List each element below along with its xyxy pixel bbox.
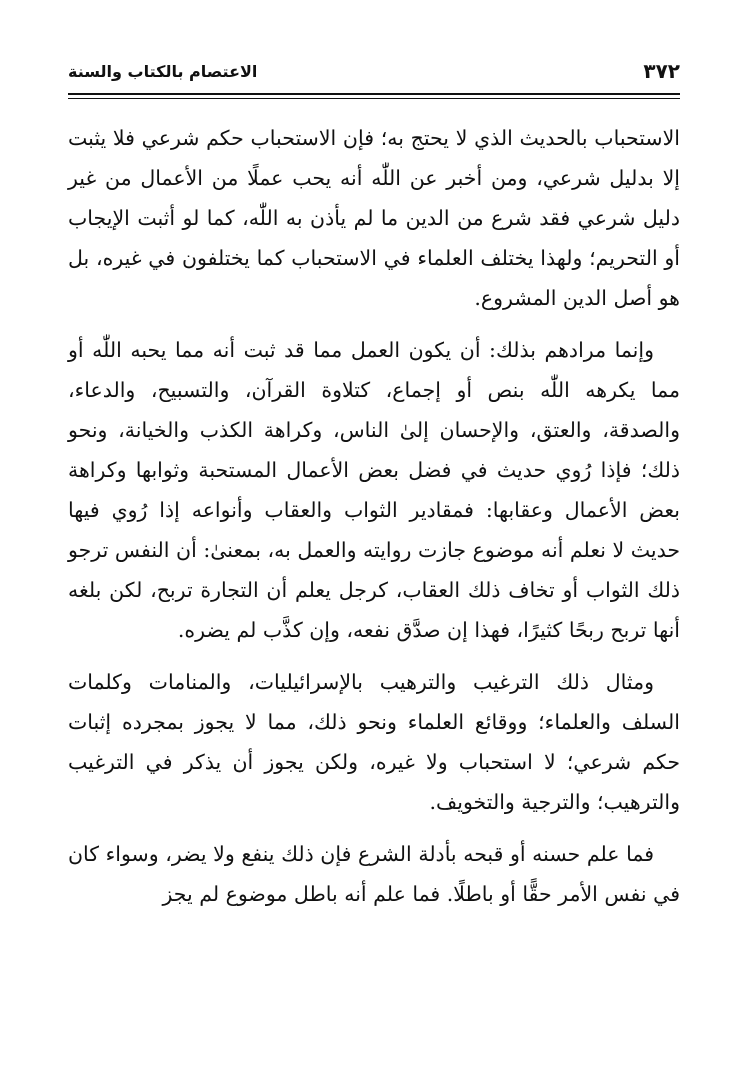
header-rule-thick xyxy=(68,93,680,95)
paragraph-1: الاستحباب بالحديث الذي لا يحتج به؛ فإن الاستحباب حكم شرعي فلا يثبت إلا بدليل شرعي، ومن أخبر عن اللّٰه أنه يحب عملًا من الأعمال من غير دليل شرعي فقد شرع من الدين ما لم يأذن به اللّٰه، كما لو أثبت الإيجاب أو التحريم؛ ولهذا يختلف العلماء في الاستحباب كما يختلفون في غيره، بل هو أصل الدين المشروع. xyxy=(68,126,680,310)
paragraph-3: ومثال ذلك الترغيب والترهيب بالإسرائيليات، والمنامات وكلمات السلف والعلماء؛ ووقائع العلماء ونحو ذلك، مما لا يجوز بمجرده إثبات حكم شرعي؛ لا استحباب ولا غيره، ولكن يجوز أن يذكر في الترغيب والترهيب؛ والترجية والتخويف. xyxy=(68,670,680,814)
running-title: الاعتصام بالكتاب والسنة xyxy=(68,62,258,81)
page-header xyxy=(68,58,680,88)
paragraph-2: وإنما مرادهم بذلك: أن يكون العمل مما قد ثبت أنه مما يحبه اللّٰه أو مما يكرهه اللّٰه بنص أو إجماع، كتلاوة القرآن، والتسبيح، والدعاء، والصدقة، والعتق، والإحسان إلىٰ الناس، وكراهة الكذب والخيانة، ونحو ذلك؛ فإذا رُوي حديث في فضل بعض الأعمال المستحبة وثوابها وكراهة بعض الأعمال وعقابها: فمقادير الثواب والعقاب وأنواعه إذا رُوي فيها حديث لا نعلم أنه موضوع جازت روايته والعمل به، بمعنىٰ: أن النفس ترجو ذلك الثواب أو تخاف ذلك العقاب، كرجل يعلم أن التجارة تربح، لكن بلغه أنها تربح ربحًا كثيرًا، فهذا إن صدَّق نفعه، وإن كذَّب لم يضره. xyxy=(68,338,680,642)
paragraph-4: فما علم حسنه أو قبحه بأدلة الشرع فإن ذلك ينفع ولا يضر، وسواء كان في نفس الأمر حقًّا أو باطلًا. فما علم أنه باطل موضوع لم يجز xyxy=(68,842,680,906)
header-rule-thin xyxy=(68,98,680,99)
page-body xyxy=(68,118,680,926)
page-number: ٣٧٢ xyxy=(643,59,680,83)
